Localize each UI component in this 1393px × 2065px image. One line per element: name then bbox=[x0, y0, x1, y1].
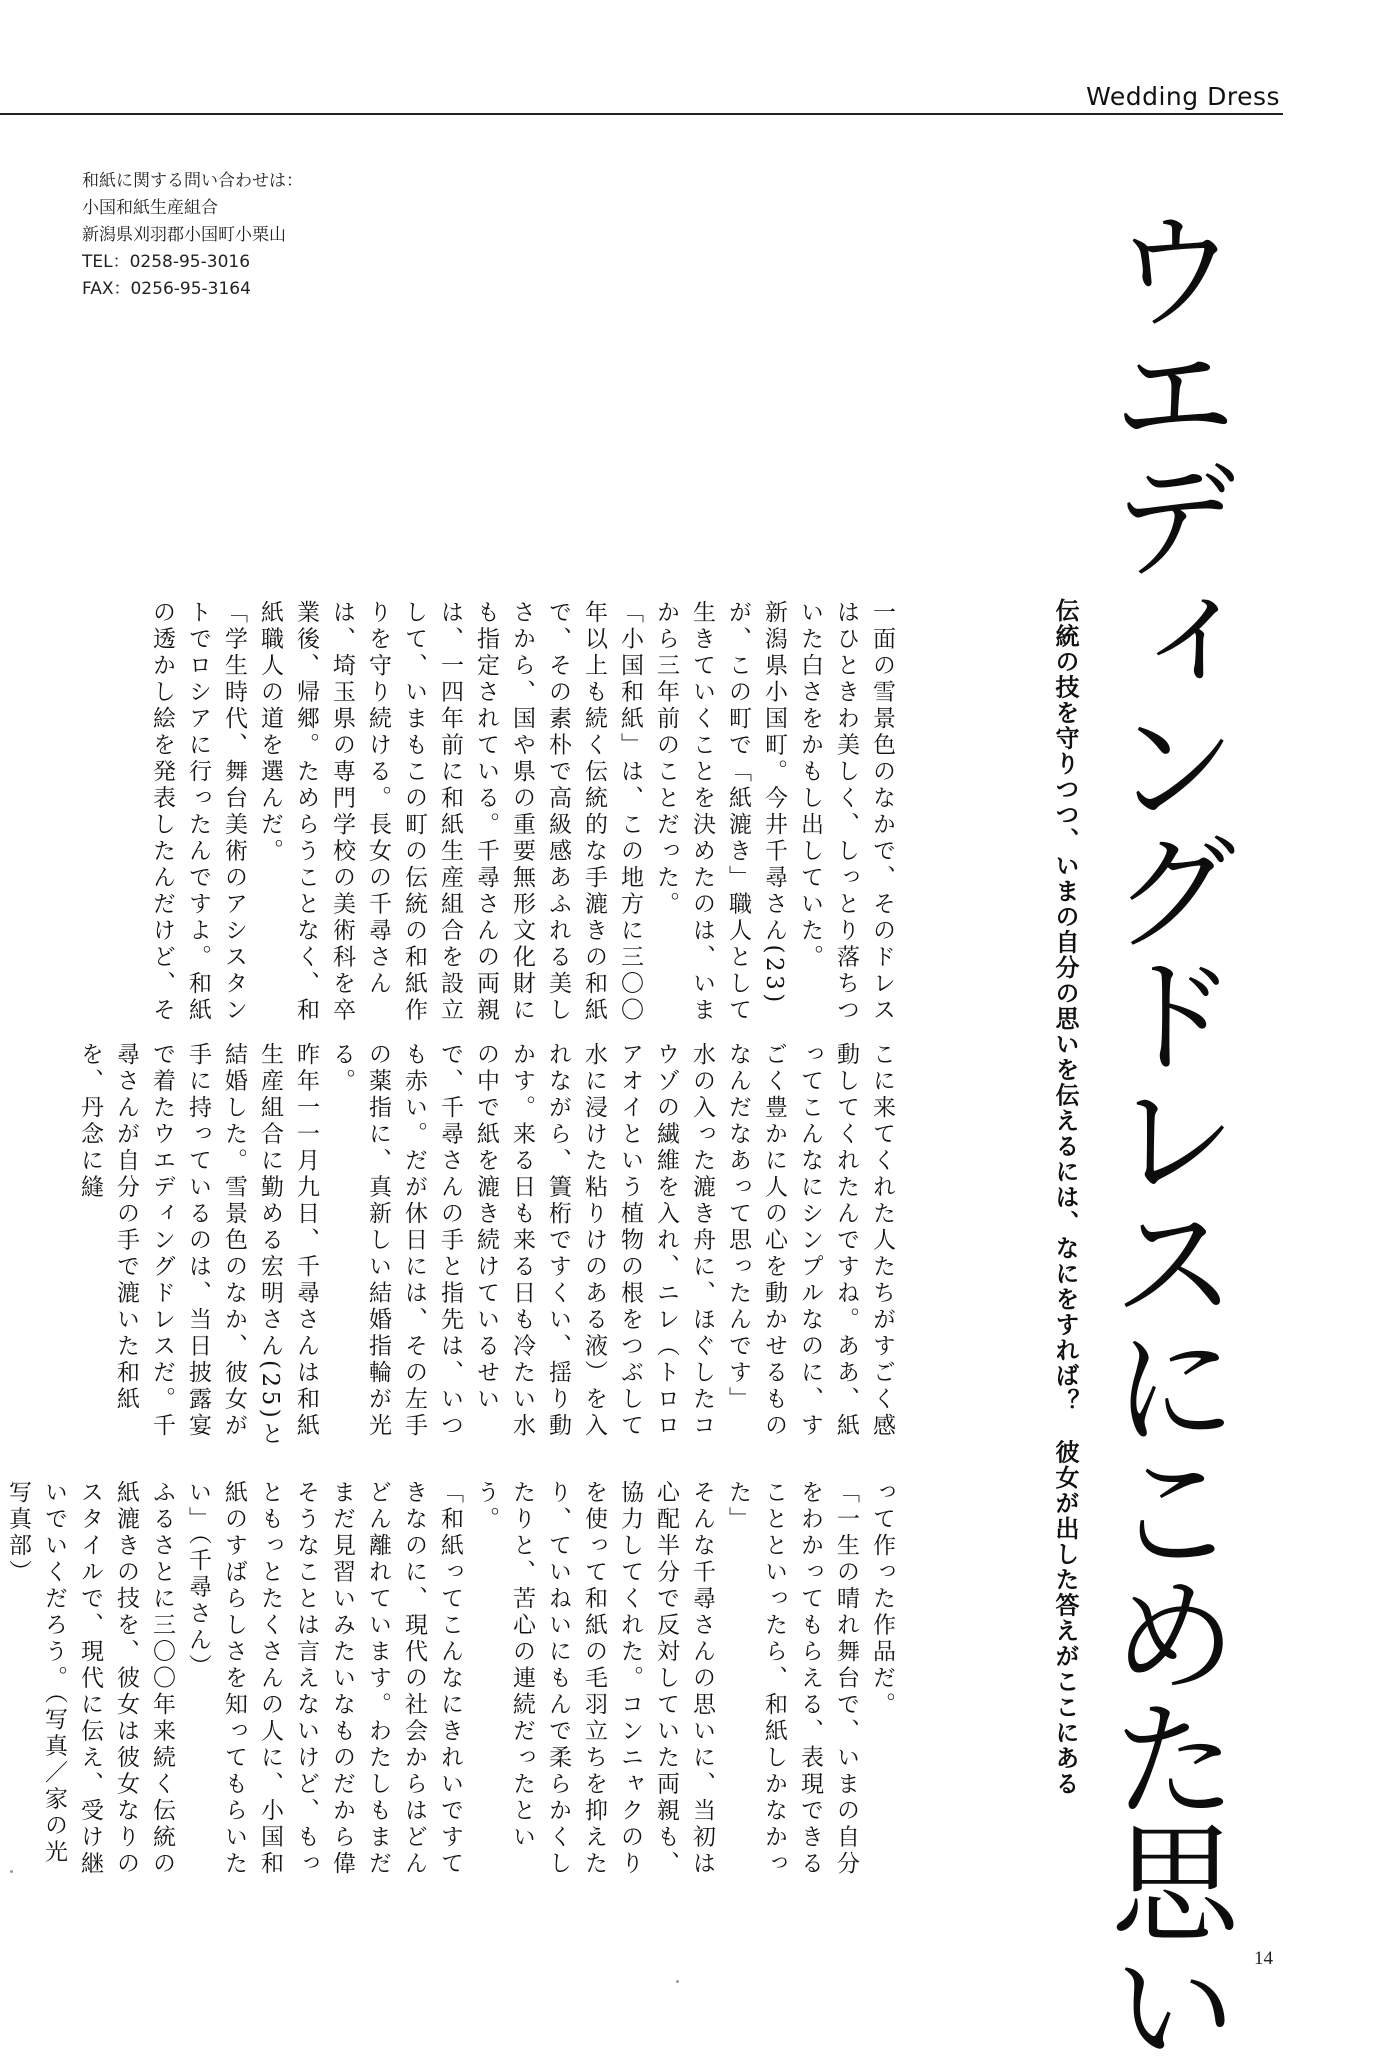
contact-heading: 和紙に関する問い合わせは： bbox=[82, 171, 303, 191]
contact-fax: FAX：0256-95-3164 bbox=[82, 279, 251, 299]
body-paragraph: って作った作品だ。 bbox=[869, 1480, 895, 1719]
contact-tel: TEL：0258-95-3016 bbox=[82, 252, 251, 272]
body-paragraph: 昨年一一月九日、千尋さんは和紙生産組合に勤める宏明さん(25)と結婚した。雪景色のなか、彼女が手に持っているのは、当日披露宴で着たウエディングドレスだ。千尋さんが自分の手で漉いた和紙を、丹念に縫 bbox=[77, 1042, 319, 1448]
contact-organization: 小国和紙生産組合 bbox=[82, 198, 218, 218]
body-paragraph: 「一生の晴れ舞台で、いまの自分をわかってもらえる、表現できることといったら、和紙しかなかった」 bbox=[725, 1480, 859, 1878]
article-title: ウエディングドレスにこめた思い bbox=[1089, 205, 1238, 2065]
body-tier-1 bbox=[120, 600, 900, 1025]
body-paragraph: 「和紙ってこんなにきれいですてきなのに、現代の社会からはどんどん離れています。わたしもまだまだ見習いみたいなものだから偉そうなことは言えないけど、もっともっとたくさんの人に、小国和紙のすばらしさを知ってもらいたい」（千尋さん） bbox=[185, 1480, 463, 1878]
section-label: Wedding Dress bbox=[1086, 82, 1280, 111]
body-paragraph: そんな千尋さんの思いに、当初は心配半分で反対していた両親も、協力してくれた。コンニャクのりを使って和紙の毛羽立ちを抑えたり、ていねいにもんで柔らかくしたりと、苦心の連続だったという。 bbox=[473, 1480, 715, 1878]
body-tier-3 bbox=[5, 1480, 900, 1880]
body-paragraph: 新潟県小国町。今井千尋さん(23)が、この町で「紙漉き」職人として生きていくことを決めたのは、いまから三年前のことだった。 bbox=[653, 600, 787, 1024]
body-paragraph: 「小国和紙」は、この地方に三〇〇年以上も続く伝統的な手漉きの和紙で、その素朴で高級感あふれる美しさから、国や県の重要無形文化財にも指定されている。千尋さんの両親は、一四年前に和紙生産組合を設立して、いまもこの町の伝統の和紙作りを守り続ける。長女の千尋さんは、埼玉県の専門学校の美術科を卒業後、帰郷。ためらうことなく、和紙職人の道を選んだ。 bbox=[257, 600, 643, 1024]
scan-speck bbox=[676, 1980, 679, 1983]
body-paragraph: 水の入った漉き舟に、ほぐしたコウゾの繊維を入れ、ニレ（トロロアオイという植物の根をつぶして水に浸けた粘りけのある液）を入れながら、簀桁ですくい、揺り動かす。来る日も来る日も冷たい水の中で紙を漉き続けているせいで、千尋さんの手と指先は、いつも赤い。だが休日には、その左手の薬指に、真新しい結婚指輪が光る。 bbox=[329, 1042, 715, 1440]
body-paragraph: 「学生時代、舞台美術のアシスタントでロシアに行ったんですよ。和紙の透かし絵を発表したんだけど、そ bbox=[149, 600, 247, 1024]
article-subtitle: 伝統の技を守りつつ、いまの自分の思いを伝えるには、なにをすれば？ 彼女が出した答えがここにある bbox=[1051, 598, 1079, 1797]
body-tier-2 bbox=[77, 1042, 900, 1462]
header-rule bbox=[0, 113, 1283, 115]
contact-info bbox=[82, 168, 303, 303]
contact-address: 新潟県刈羽郡小国町小栗山 bbox=[82, 225, 286, 245]
page-number: 14 bbox=[1254, 1948, 1273, 1969]
body-paragraph: こに来てくれた人たちがすごく感動してくれたんですね。ああ、紙ってこんなにシンプルなのに、すごく豊かに人の心を動かせるものなんだなあって思ったんです」 bbox=[725, 1042, 895, 1440]
body-paragraph: ふるさとに三〇〇年来続く伝統の紙漉きの技を、彼女は彼女なりのスタイルで、現代に伝え、受け継いでいくだろう。（写真／家の光写真部） bbox=[5, 1480, 175, 1878]
scan-speck bbox=[10, 1870, 13, 1873]
body-paragraph: 一面の雪景色のなかで、そのドレスはひときわ美しく、しっとり落ちついた白さをかもし出していた。 bbox=[797, 600, 895, 1024]
